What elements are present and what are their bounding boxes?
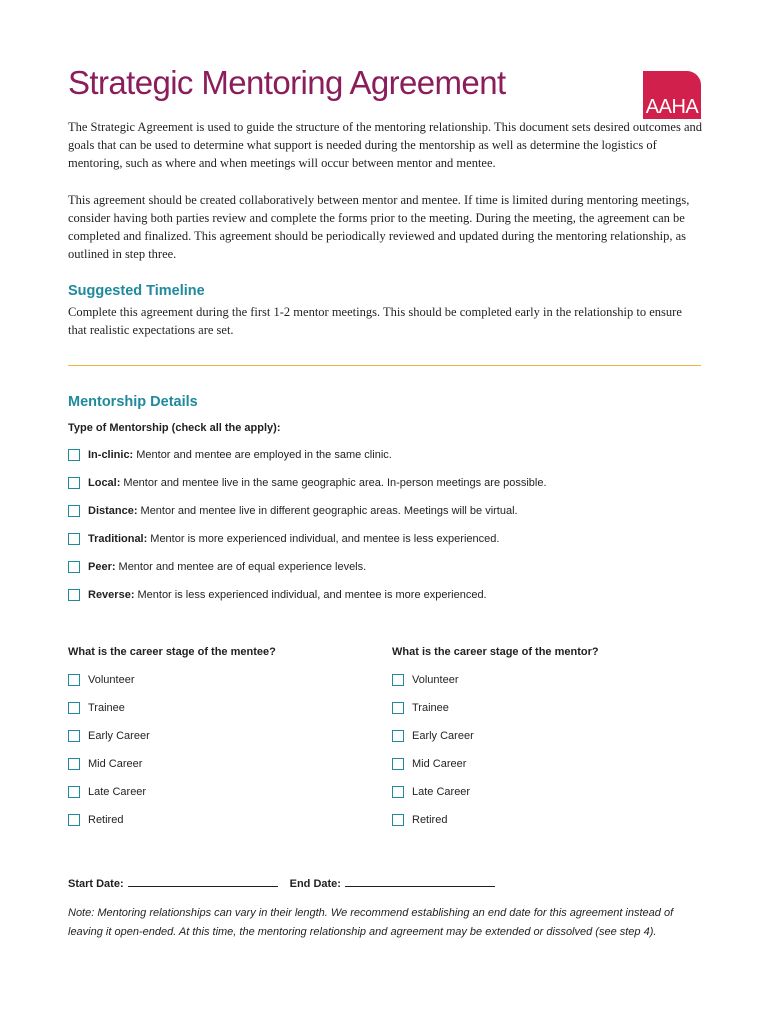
type-option-peer <box>68 561 366 573</box>
mentor-stage-option <box>392 702 449 714</box>
mentee-stage-checkbox[interactable] <box>68 674 80 686</box>
mentee-stage-label: Trainee <box>88 702 125 714</box>
type-desc: Mentor is less experienced individual, and mentee is more experienced. <box>137 589 487 601</box>
mentee-stage-label: Retired <box>88 814 124 826</box>
mentee-stage-checkbox[interactable] <box>68 730 80 742</box>
mentee-stage-option <box>68 786 146 798</box>
type-option-local <box>68 477 547 489</box>
mentor-stage-option <box>392 786 470 798</box>
timeline-text: Complete this agreement during the first 1-2 mentor meetings. This should be completed early in the relationship to ensure that realistic expectations are set. <box>68 305 682 337</box>
type-checkbox-traditional[interactable] <box>68 533 80 545</box>
type-desc: Mentor is more experienced individual, and mentee is less experienced. <box>150 533 500 545</box>
mentor-stage-checkbox[interactable] <box>392 786 404 798</box>
type-term: Local: <box>88 477 121 489</box>
mentor-stage-option <box>392 758 466 770</box>
type-option-distance <box>68 505 518 517</box>
mentor-stage-label: Early Career <box>412 730 474 742</box>
page-title: Strategic Mentoring Agreement <box>68 64 506 101</box>
mentor-stage-label: Retired <box>412 814 448 826</box>
mentee-stage-option <box>68 702 125 714</box>
mentor-stage-label: Volunteer <box>412 674 459 686</box>
mentee-stage-checkbox[interactable] <box>68 786 80 798</box>
type-checkbox-reverse[interactable] <box>68 589 80 601</box>
mentee-stage-label: Early Career <box>88 730 150 742</box>
type-checkbox-in-clinic[interactable] <box>68 449 80 461</box>
mentor-stage-checkbox[interactable] <box>392 758 404 770</box>
intro-paragraph-1: The Strategic Agreement is used to guide the structure of the mentoring relationship. This document sets desired outcomes and goals that can be used to determine what support is needed during the mentorship as well as determine the logistics of mentoring, such as where and when meetings will occur between mentor and mentee. <box>68 120 702 170</box>
date-fields <box>68 876 495 890</box>
type-option-reverse <box>68 589 487 601</box>
mentorship-type-label: Type of Mentorship (check all the apply): <box>68 422 281 434</box>
type-term: Reverse: <box>88 589 135 601</box>
mentor-stage-label: Trainee <box>412 702 449 714</box>
aaha-logo <box>643 71 701 119</box>
mentee-stage-option <box>68 730 150 742</box>
mentor-stage-option <box>392 730 474 742</box>
type-desc: Mentor and mentee are of equal experience levels. <box>118 561 367 573</box>
end-date-field[interactable] <box>345 876 495 887</box>
type-term: Distance: <box>88 505 138 517</box>
mentee-stage-label: Mid Career <box>88 758 143 770</box>
mentor-stage-option <box>392 814 447 826</box>
start-date-field[interactable] <box>128 876 278 887</box>
type-option-in-clinic <box>68 449 392 461</box>
mentor-stage-label: Late Career <box>412 786 471 798</box>
end-date-label: End Date: <box>289 878 341 890</box>
mentee-stage-option <box>68 814 123 826</box>
mentee-stage-label: Volunteer <box>88 674 135 686</box>
mentor-stage-checkbox[interactable] <box>392 674 404 686</box>
mentor-stage-checkbox[interactable] <box>392 730 404 742</box>
mentee-stage-question: What is the career stage of the mentee? <box>68 646 276 658</box>
mentor-stage-question: What is the career stage of the mentor? <box>392 646 599 658</box>
type-term: Peer: <box>88 561 116 573</box>
mentor-stage-label: Mid Career <box>412 758 467 770</box>
type-desc: Mentor and mentee are employed in the same clinic. <box>136 449 392 461</box>
type-option-traditional <box>68 533 499 545</box>
mentor-stage-checkbox[interactable] <box>392 814 404 826</box>
intro-paragraph-2: This agreement should be created collaboratively between mentor and mentee. If time is limited during mentoring meetings, consider having both parties review and complete the forms prior to the meeting. During the meeting, the agreement can be completed and finalized. This agreement should be periodically reviewed and updated during the mentoring relationship, as outlined in step three. <box>68 193 690 261</box>
logo-text: AAHA <box>645 96 699 118</box>
details-heading: Mentorship Details <box>68 394 198 410</box>
mentee-stage-checkbox[interactable] <box>68 702 80 714</box>
type-desc: Mentor and mentee live in different geographic areas. Meetings will be virtual. <box>140 505 518 517</box>
mentee-stage-option <box>68 674 134 686</box>
note-text: Note: Mentoring relationships can vary in their length. We recommend establishing an end date for this agreement instead of leaving it open-ended. At this time, the mentoring relationship and agreement may be extended or dissolved (see step 4). <box>68 907 674 938</box>
type-term: In-clinic: <box>88 449 134 461</box>
type-desc: Mentor and mentee live in the same geographic area. In-person meetings are possible. <box>123 477 547 489</box>
mentee-stage-label: Late Career <box>88 786 147 798</box>
type-term: Traditional: <box>88 533 148 545</box>
mentee-stage-option <box>68 758 142 770</box>
start-date-label: Start Date: <box>68 878 124 890</box>
mentee-stage-checkbox[interactable] <box>68 814 80 826</box>
type-checkbox-local[interactable] <box>68 477 80 489</box>
type-checkbox-peer[interactable] <box>68 561 80 573</box>
type-checkbox-distance[interactable] <box>68 505 80 517</box>
mentee-stage-checkbox[interactable] <box>68 758 80 770</box>
mentor-stage-option <box>392 674 458 686</box>
mentor-stage-checkbox[interactable] <box>392 702 404 714</box>
timeline-heading: Suggested Timeline <box>68 283 205 299</box>
section-divider <box>68 365 701 366</box>
